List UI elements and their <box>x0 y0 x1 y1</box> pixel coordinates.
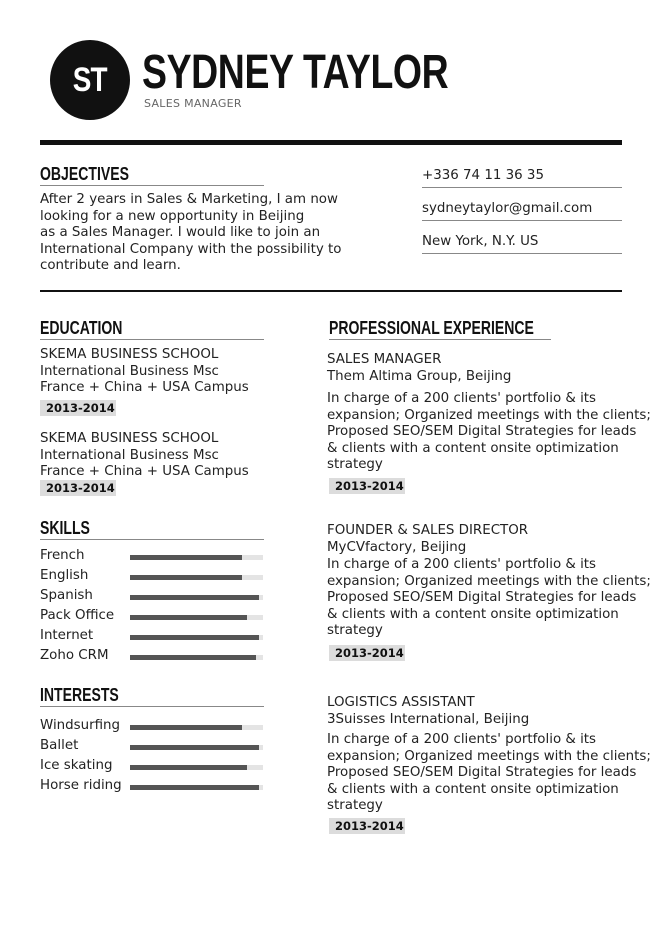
interest-level-bar-fill <box>130 765 247 770</box>
experience-line: & clients with a content onsite optimization <box>327 606 619 622</box>
interest-level-bar-track <box>130 725 263 730</box>
skill-level-bar-track <box>130 635 263 640</box>
experience-line: strategy <box>327 457 383 472</box>
experience-company: Them Altima Group, Beijing <box>327 368 512 384</box>
skill-level-bar-fill <box>130 575 242 580</box>
experience-line: In charge of a 200 clients' portfolio & its <box>327 391 597 406</box>
skill-level-bar-fill <box>130 635 259 640</box>
skill-label: Spanish <box>40 588 93 603</box>
education-entry <box>40 431 249 481</box>
interest-label: Ballet <box>40 738 79 753</box>
education-campus: France + China + USA Campus <box>40 464 249 479</box>
experience-years: 2013-2014 <box>329 818 405 834</box>
experience-line: & clients with a content onsite optimization <box>327 440 619 456</box>
initials: ST <box>72 60 107 99</box>
experience-entry <box>327 523 651 640</box>
experience-line: & clients with a content onsite optimization <box>327 781 619 797</box>
contact-divider <box>422 220 622 221</box>
education-campus: France + China + USA Campus <box>40 380 249 395</box>
initials-badge <box>50 40 130 120</box>
skill-label: Pack Office <box>40 608 115 623</box>
header-divider <box>40 140 622 145</box>
skill-level-bar-fill <box>130 615 247 620</box>
education-title: EDUCATION <box>40 318 123 338</box>
experience-role: SALES MANAGER <box>327 352 442 367</box>
experience-company: 3Suisses International, Beijing <box>327 711 530 727</box>
contact-divider <box>422 253 622 254</box>
objectives-text <box>40 192 341 275</box>
interests-underline <box>40 706 264 707</box>
skill-level-bar-track <box>130 555 263 560</box>
skill-label: French <box>40 548 85 563</box>
education-underline <box>40 339 264 340</box>
experience-line: strategy <box>327 798 383 813</box>
skill-level-bar-fill <box>130 655 256 660</box>
education-school: SKEMA BUSINESS SCHOOL <box>40 347 219 362</box>
interest-level-bar-track <box>130 765 263 770</box>
education-years: 2013-2014 <box>40 480 116 496</box>
objectives-line: looking for a new opportunity in Beijing <box>40 208 305 224</box>
interests-title: INTERESTS <box>40 685 119 705</box>
interest-level-bar-track <box>130 785 263 790</box>
experience-line: Proposed SEO/SEM Digital Strategies for leads <box>327 590 637 605</box>
contact-divider <box>422 187 622 188</box>
objectives-underline <box>40 185 264 186</box>
contact-phone: +336 74 11 36 35 <box>422 168 544 183</box>
education-degree: International Business Msc <box>40 447 219 463</box>
interest-label: Ice skating <box>40 758 113 773</box>
skills-title: SKILLS <box>40 518 90 538</box>
contact-location: New York, N.Y. US <box>422 234 539 249</box>
experience-line: strategy <box>327 623 383 638</box>
candidate-name: SYDNEY TAYLOR <box>142 46 449 99</box>
interest-level-bar-fill <box>130 785 259 790</box>
objectives-line: After 2 years in Sales & Marketing, I am now <box>40 192 338 207</box>
education-entry <box>40 347 249 397</box>
experience-line: In charge of a 200 clients' portfolio & its <box>327 557 597 572</box>
experience-line: expansion; Organized meetings with the clients; <box>327 748 651 764</box>
experience-entry <box>327 695 651 815</box>
experience-line: Proposed SEO/SEM Digital Strategies for leads <box>327 765 637 780</box>
interest-label: Horse riding <box>40 778 122 793</box>
skill-level-bar-fill <box>130 595 259 600</box>
candidate-role: SALES MANAGER <box>144 97 242 110</box>
experience-line: expansion; Organized meetings with the clients; <box>327 407 651 423</box>
skill-label: English <box>40 568 89 583</box>
experience-line: expansion; Organized meetings with the clients; <box>327 573 651 589</box>
experience-entry <box>327 352 651 474</box>
skill-level-bar-track <box>130 595 263 600</box>
skill-level-bar-track <box>130 655 263 660</box>
experience-company: MyCVfactory, Beijing <box>327 539 467 555</box>
experience-title: PROFESSIONAL EXPERIENCE <box>329 318 534 338</box>
experience-line: Proposed SEO/SEM Digital Strategies for leads <box>327 424 637 439</box>
experience-years: 2013-2014 <box>329 645 405 661</box>
interest-level-bar-fill <box>130 725 242 730</box>
skill-label: Internet <box>40 628 94 643</box>
skill-level-bar-track <box>130 575 263 580</box>
experience-years: 2013-2014 <box>329 478 405 494</box>
experience-role: LOGISTICS ASSISTANT <box>327 695 475 710</box>
objectives-line: International Company with the possibility to <box>40 241 342 257</box>
experience-line: In charge of a 200 clients' portfolio & its <box>327 732 597 747</box>
objectives-title: OBJECTIVES <box>40 164 129 184</box>
section-divider <box>40 290 622 292</box>
education-degree: International Business Msc <box>40 363 219 379</box>
contact-email: sydneytaylor@gmail.com <box>422 201 593 216</box>
skills-underline <box>40 539 264 540</box>
experience-role: FOUNDER & SALES DIRECTOR <box>327 523 529 538</box>
skill-level-bar-track <box>130 615 263 620</box>
skill-level-bar-fill <box>130 555 242 560</box>
interest-label: Windsurfing <box>40 718 121 733</box>
experience-underline <box>329 339 551 340</box>
interest-level-bar-fill <box>130 745 259 750</box>
education-school: SKEMA BUSINESS SCHOOL <box>40 431 219 446</box>
skill-label: Zoho CRM <box>40 648 109 663</box>
objectives-line: as a Sales Manager. I would like to join an <box>40 225 321 240</box>
interest-level-bar-track <box>130 745 263 750</box>
objectives-line: contribute and learn. <box>40 258 181 273</box>
education-years: 2013-2014 <box>40 400 116 416</box>
